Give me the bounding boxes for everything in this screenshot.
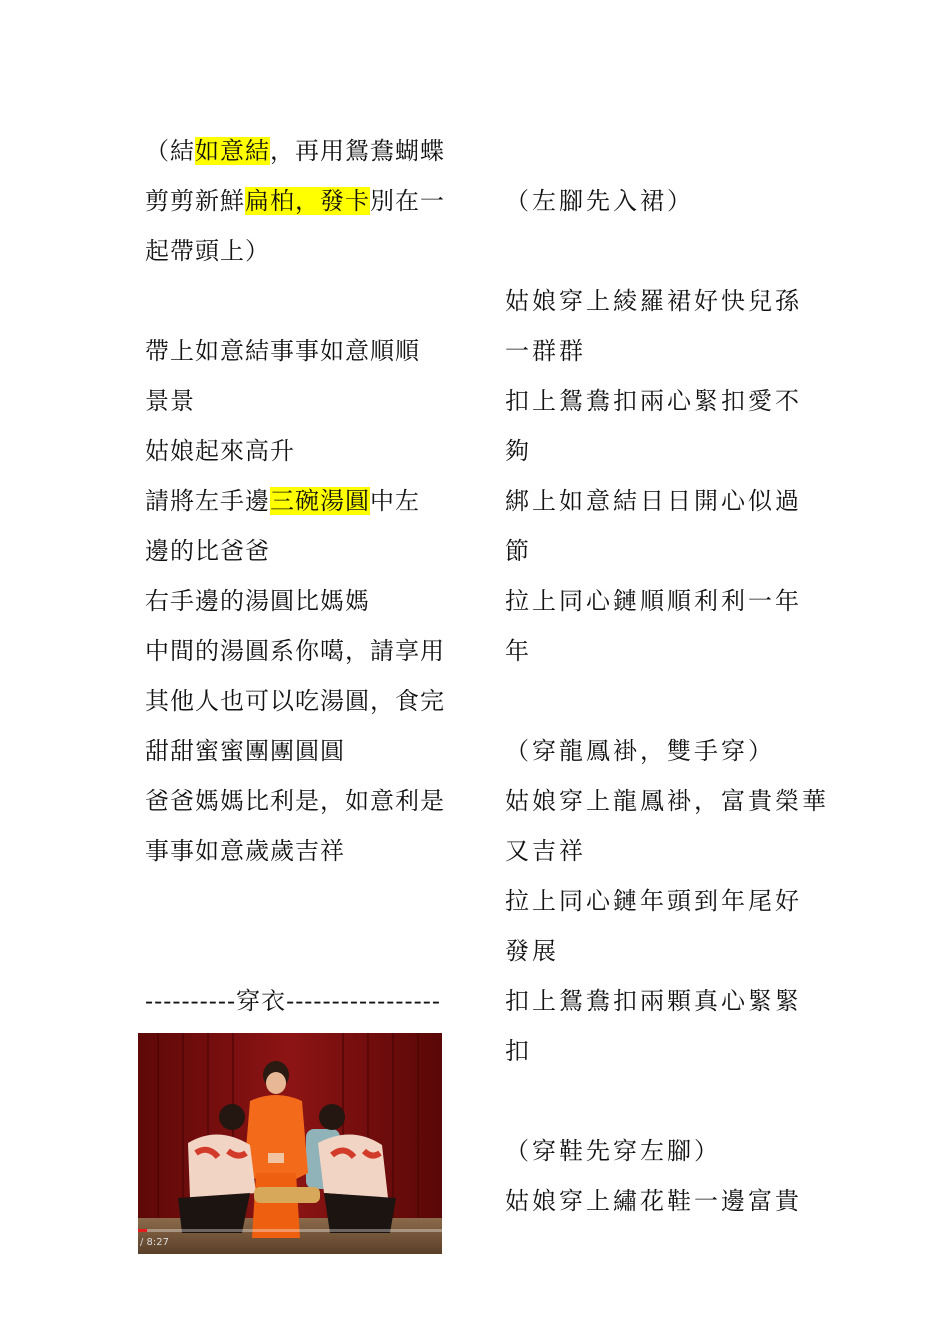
text-run: （穿龍鳳褂，雙手穿）	[505, 737, 775, 765]
text-run: 發展	[505, 937, 559, 965]
text-run: （結	[145, 137, 195, 165]
text-run: 別在一	[370, 187, 445, 215]
text-line	[145, 826, 465, 876]
text-run: 扣上鴛鴦扣兩心緊扣愛不	[505, 387, 802, 415]
text-run: 姑娘穿上綾羅裙好快兒孫	[505, 287, 802, 315]
text-line	[145, 376, 465, 426]
video-thumbnail[interactable]	[138, 1033, 442, 1254]
text-line	[505, 1126, 825, 1176]
blank-line	[505, 676, 825, 726]
text-line	[145, 576, 465, 626]
text-line	[145, 676, 465, 726]
text-run: 姑娘起來高升	[145, 437, 295, 465]
text-run: 爸爸媽媽比利是，如意利是	[145, 787, 445, 815]
text-run: 起帶頭上）	[145, 237, 270, 265]
text-run: 其他人也可以吃湯圓，食完	[145, 687, 445, 715]
highlighted-text: 如意結	[195, 137, 270, 165]
text-run: 一群群	[505, 337, 586, 365]
text-run: 中左	[370, 487, 420, 515]
text-run: （穿鞋先穿左腳）	[505, 1137, 721, 1165]
text-line	[505, 826, 825, 876]
text-run: （左腳先入裙）	[505, 187, 694, 215]
blank-line	[505, 1076, 825, 1126]
text-line	[145, 776, 465, 826]
text-line	[505, 626, 825, 676]
text-line	[505, 476, 825, 526]
text-run: 扣上鴛鴦扣兩顆真心緊緊	[505, 987, 802, 1015]
text-run: ，再用鴛鴦蝴蝶	[270, 137, 445, 165]
text-run: 事事如意歲歲吉祥	[145, 837, 345, 865]
text-line	[145, 426, 465, 476]
text-run: 年	[505, 637, 532, 665]
video-time-label: / 8:27	[140, 1237, 170, 1248]
text-line	[505, 776, 829, 826]
text-line	[145, 226, 465, 276]
highlighted-text: 三碗湯圓	[270, 487, 370, 515]
text-line	[505, 376, 825, 426]
text-run: ----------穿衣-----------------	[145, 987, 441, 1015]
text-run: 甜甜蜜蜜團團圓圓	[145, 737, 345, 765]
blank-line	[145, 276, 465, 326]
text-run: 剪剪新鮮	[145, 187, 245, 215]
text-line	[145, 976, 465, 1026]
text-run: 扣	[505, 1037, 532, 1065]
text-line	[145, 726, 465, 776]
text-line	[505, 876, 825, 926]
text-line	[505, 976, 825, 1026]
video-progress-bar[interactable]	[138, 1229, 442, 1232]
blank-line	[145, 876, 465, 926]
text-line	[505, 576, 825, 626]
highlighted-text: 扁柏，發卡	[245, 187, 370, 215]
text-line	[145, 526, 465, 576]
text-line	[505, 176, 825, 226]
text-line	[145, 326, 465, 376]
video-progress-fill	[138, 1229, 147, 1232]
text-run: 姑娘穿上龍鳳褂，富貴榮華	[505, 787, 829, 815]
text-line	[505, 1026, 825, 1076]
text-run: 右手邊的湯圓比媽媽	[145, 587, 370, 615]
text-line	[505, 426, 825, 476]
text-line	[505, 526, 825, 576]
blank-line	[145, 926, 465, 976]
text-run: 綁上如意結日日開心似過	[505, 487, 802, 515]
text-run: 夠	[505, 437, 532, 465]
video-frame-image	[138, 1033, 442, 1254]
text-run: 姑娘穿上繡花鞋一邊富貴	[505, 1187, 802, 1215]
text-line	[145, 626, 465, 676]
right-column	[505, 176, 829, 1226]
text-line	[145, 476, 465, 526]
blank-line	[505, 226, 825, 276]
text-run: 拉上同心鏈順順利利一年	[505, 587, 802, 615]
text-run: 拉上同心鏈年頭到年尾好	[505, 887, 802, 915]
left-column	[145, 126, 465, 1026]
text-run: 又吉祥	[505, 837, 586, 865]
text-line	[145, 176, 465, 226]
text-line	[505, 926, 825, 976]
text-run: 景景	[145, 387, 195, 415]
text-run: 請將左手邊	[145, 487, 270, 515]
text-run: 中間的湯圓系你噶，請享用	[145, 637, 445, 665]
text-line	[505, 326, 825, 376]
text-line	[505, 726, 825, 776]
text-line	[145, 126, 465, 176]
text-run: 帶上如意結事事如意順順	[145, 337, 420, 365]
text-run: 節	[505, 537, 532, 565]
text-line	[505, 276, 825, 326]
text-line	[505, 1176, 825, 1226]
text-run: 邊的比爸爸	[145, 537, 270, 565]
